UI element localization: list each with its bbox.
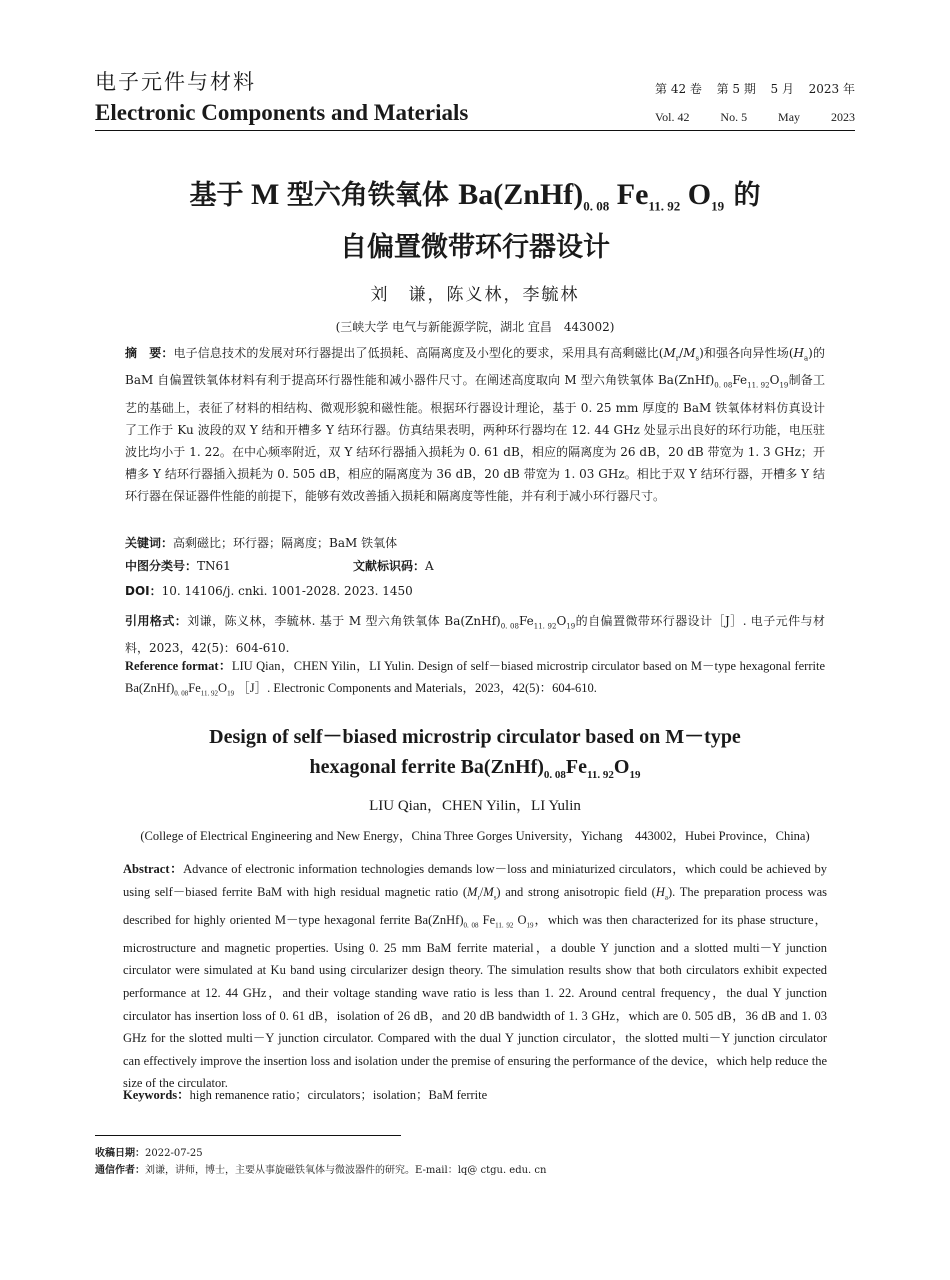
- number-cn: 第 5 期: [716, 82, 756, 96]
- keywords-cn: 关键词：高剩磁比；环行器；隔离度；BaM 铁氧体: [125, 536, 398, 550]
- journal-name-en: Electronic Components and Materials: [95, 100, 469, 125]
- affiliation-en: (College of Electrical Engineering and New Energy，China Three Gorges University，Yichang 443002，Hubei Province，China): [140, 829, 810, 843]
- keywords-en: Keywords：high remanence ratio；circulators；isolation；BaM ferrite: [123, 1088, 488, 1102]
- citation-cn: 引用格式：刘谦，陈义林，李毓林. 基于 M 型六角铁氧体 $Ba(ZnHf)_{0. 08}Fe_{11. 92}O_{19}$的自偏置微带环行器设计［J］. 电子元件与材料，2023，42(5)：604-610.: [125, 614, 825, 656]
- affiliation-cn: (三峡大学 电气与新能源学院，湖北 宜昌 443002): [335, 320, 615, 334]
- paper-title-en: [95, 722, 855, 790]
- authors-en: LIU Qian，CHEN Yilin，LI Yulin: [369, 798, 581, 814]
- number-en: No. 5: [720, 110, 748, 124]
- title-en-line1: Design of self－biased microstrip circulator based on M－type: [209, 726, 741, 748]
- document-code: 文献标识码：A: [353, 559, 434, 573]
- header-divider: [95, 130, 855, 131]
- abstract-cn: 摘 要：电子信息技术的发展对环行器提出了低损耗、高隔离度及小型化的要求，采用具有高剩磁比$(M_r/M_s)$和强各向异性场$(H_a)$的 BaM 自偏置铁氧体材料有利于提高环行器性能和减小器件尺寸。在阐述高度取向 M 型六角铁氧体 $Ba(ZnHf)_{0. 08}Fe_{11. 92}O_{19}$制备工艺的基础上，表征了材料的相结构、微观形貌和磁性能。根据环行器设计理论，基于 0. 25 mm 厚度的 BaM 铁氧体材料仿真设计了工作于 Ku 波段的双 Y 结和开槽多 Y 结环行器。仿真结果表明，两种环行器均在 12. 44 GHz 处显示出良好的环行功能，电压驻波比均小于 1. 22。在中心频率附近，双 Y 结环行器插入损耗为 0. 61 dB，相应的隔离度为 26 dB，20 dB 带宽为 1. 3 GHz；开槽多 Y 结环行器插入损耗为 0. 505 dB，相应的隔离度为 36 dB，20 dB 带宽为 1. 03 GHz。相比于双 Y 结环行器，开槽多 Y 结环行器在保证器件性能的前提下，能够有效改善插入损耗和隔离度等性能，并有利于减小环行器尺寸。: [125, 346, 825, 503]
- title-cn-line1: 基于 M 型六角铁氧体 $Ba(ZnHf)_{0. 08}$ $Fe_{11. 92}$ $O_{19}$ 的: [189, 178, 761, 214]
- abstract-cn-label: 摘 要：: [125, 346, 174, 360]
- journal-header: [95, 66, 855, 130]
- title-cn-line2: 自偏置微带环行器设计: [340, 232, 610, 264]
- month-cn: 5 月: [770, 82, 794, 96]
- abstract-en-label: Abstract：: [123, 862, 184, 876]
- reference-format-en: Reference format：LIU Qian，CHEN Yilin，LI Yulin. Design of self－biased microstrip circulator based on M－type hexagonal ferrite $Ba(ZnHf)_{0. 08}Fe_{11. 92}O_{19}$ ［J］. Electronic Components and Materials，2023，42(5)：604-610.: [125, 659, 825, 698]
- clc-code: 中图分类号：TN61: [125, 559, 231, 573]
- year-cn: 2023 年: [808, 82, 855, 96]
- paper-title-cn: [95, 174, 855, 269]
- year-en: 2023: [830, 110, 855, 124]
- issue-info-en: [655, 110, 855, 125]
- title-en-line2: hexagonal ferrite $Ba(ZnHf)_{0. 08}Fe_{11. 92}O_{19}$: [309, 756, 641, 781]
- footnote-received: 收稿日期：2022-07-25: [95, 1148, 203, 1159]
- abstract-en: Abstract：Advance of electronic information technologies demands low－loss and miniaturized circulators，which could be achieved by using self－biased ferrite BaM with high residual magnetic ratio $(M_r/M_s)$ and strong anisotropic field $(H_a)$. The preparation process was described for highly oriented M－type hexagonal ferrite $Ba(ZnHf)_{0. 08}$ $Fe_{11. 92}$ $O_{19}$，which was then characterized for its phase structure，microstructure and magnetic properties. Using 0. 25 mm BaM ferrite material，a double Y junction and a slotted multi－Y junction circulator were simulated at Ku band using circularizer design theory. The simulation results show that both circulators exhibit expected performance at 12. 44 GHz，and their voltage standing wave ratio is less than 1. 22. Around central frequency，the dual Y junction circulator has insertion loss of 0. 61 dB，isolation of 26 dB，and 20 dB bandwidth of 1. 3 GHz，which are 0. 505 dB，36 dB and 1. 03 GHz for the slotted multi－Y junction circulator. Compared with the dual Y junction circulator，the slotted multi－Y junction circulator can effectively improve the insertion loss and isolation under the premise of ensuring the performance of the device，which help reduce the size of the circulator.: [123, 862, 828, 1091]
- footnote-corresponding-author: 通信作者：刘谦，讲师，博士，主要从事旋磁铁氧体与微波器件的研究。E-mail：lq@ ctgu. edu. cn: [95, 1165, 547, 1176]
- volume-en: Vol. 42: [655, 110, 690, 124]
- authors-cn: 刘 谦，陈义林，李毓林: [370, 285, 580, 305]
- issue-info-cn: [655, 80, 855, 97]
- month-en: May: [778, 110, 801, 124]
- doi: DOI：10. 14106/j. cnki. 1001-2028. 2023. 1450: [125, 584, 413, 598]
- classification-row: [125, 557, 825, 574]
- journal-name-cn: 电子元件与材料: [95, 70, 256, 94]
- footnote-divider: [95, 1135, 401, 1136]
- volume-cn: 第 42 卷: [655, 82, 702, 96]
